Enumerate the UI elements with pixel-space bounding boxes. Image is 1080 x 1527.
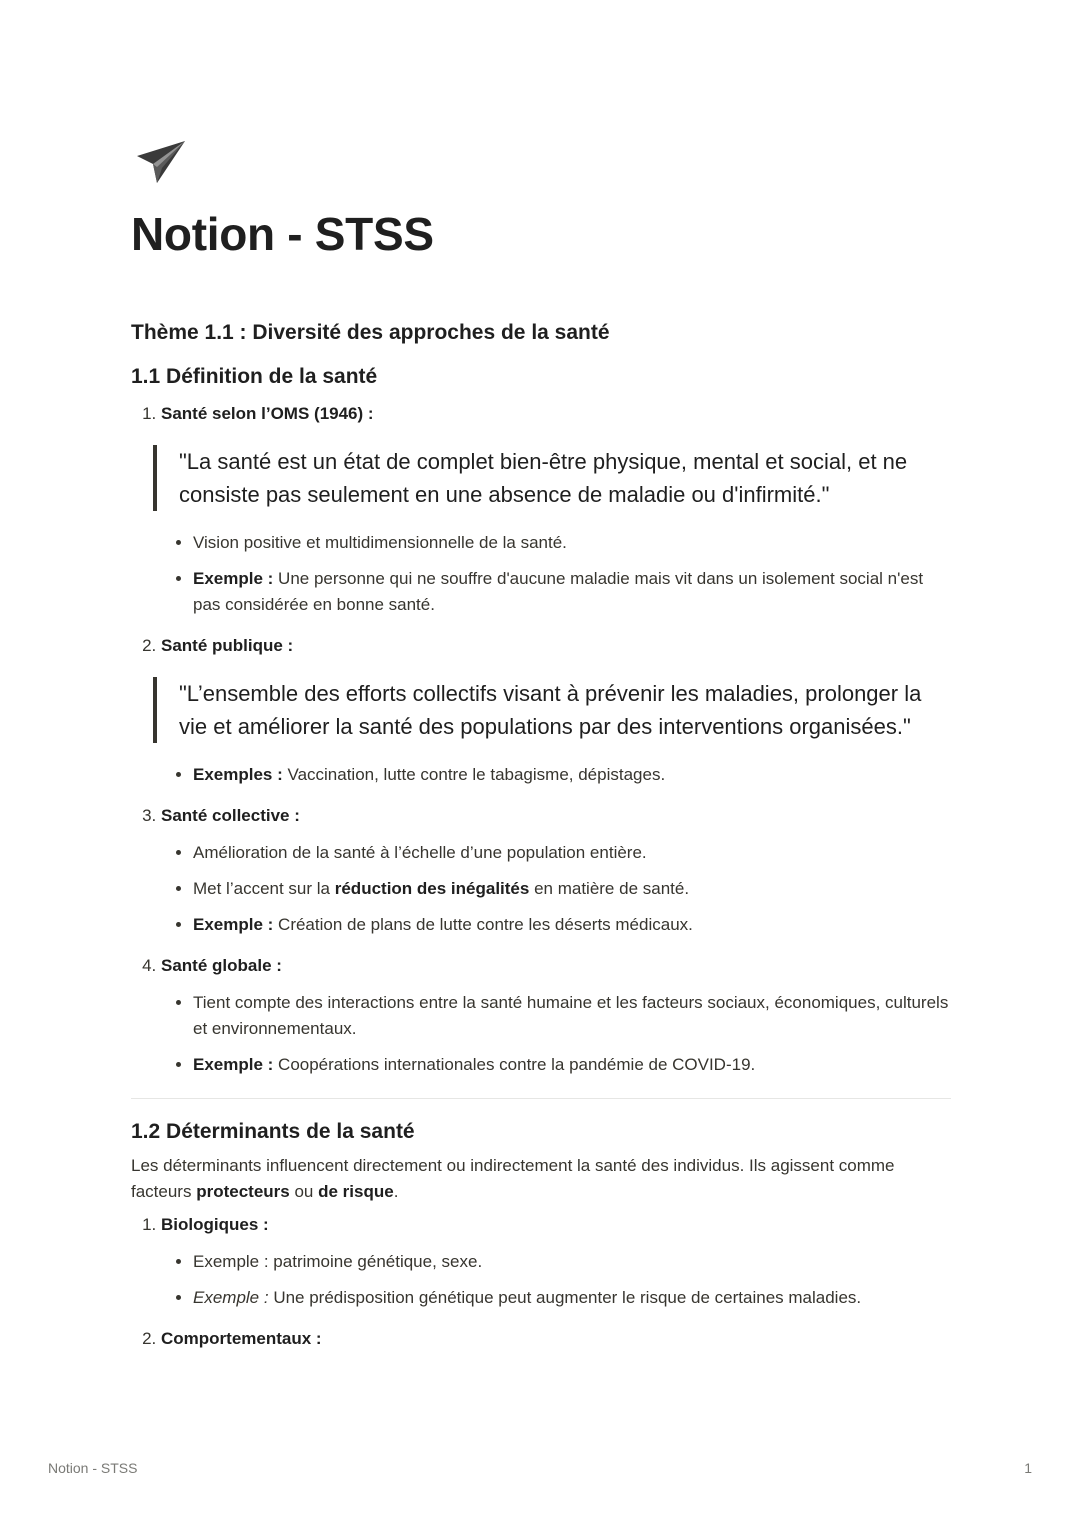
item-label: Santé publique : [161, 636, 294, 655]
bullet-list [161, 985, 951, 1083]
determinants-intro: Les déterminants influencent directement ou indirectement la santé des individus. Ils agissent comme facteurs protecteurs ou de risque. [131, 1156, 895, 1201]
list-item-sante-publique [161, 628, 951, 798]
section-heading-definition: 1.1 Définition de la santé [131, 365, 378, 388]
list-item: • Amélioration de la santé à l’échelle d’une population entière. [193, 835, 951, 871]
quote-sante-publique: "L’ensemble des efforts collectifs visant à prévenir les maladies, prolonger la vie et améliorer la santé des populations par des interventions organisées." [153, 677, 951, 743]
divider [131, 1098, 951, 1099]
page-number: 1 [1024, 1460, 1032, 1476]
section-heading-determinants: 1.2 Déterminants de la santé [131, 1120, 415, 1143]
item-label: Comportementaux : [161, 1329, 322, 1348]
bullet-list [161, 525, 951, 623]
list-item-sante-globale [161, 948, 951, 1088]
list-item: • Met l’accent sur la réduction des inégalités en matière de santé. [193, 871, 951, 907]
paper-plane-icon [131, 137, 187, 189]
list-item: • Exemple : Une personne qui ne souffre d'aucune maladie mais vit dans un isolement social n'est pas considérée en bonne santé. [193, 561, 951, 623]
page-content [131, 318, 951, 1357]
quote-oms: "La santé est un état de complet bien-être physique, mental et social, et ne consiste pas seulement en une absence de maladie ou d'infirmité." [153, 445, 951, 511]
determinants-list [131, 1207, 951, 1357]
list-item: • Tient compte des interactions entre la santé humaine et les facteurs sociaux, économiques, culturels et environnementaux. [193, 985, 951, 1047]
footer-title: Notion - STSS [48, 1460, 138, 1476]
bullet-list [161, 1244, 951, 1316]
list-item-comportementaux [161, 1321, 951, 1357]
list-item-biologiques [161, 1207, 951, 1321]
page-title: Notion - STSS [131, 208, 434, 260]
list-item: • Exemple : Création de plans de lutte contre les déserts médicaux. [193, 907, 951, 943]
list-item: • Exemple : Coopérations internationales contre la pandémie de COVID-19. [193, 1047, 951, 1083]
bullet-list [161, 757, 951, 793]
item-label: Santé collective : [161, 806, 300, 825]
list-item: • Exemple : Une prédisposition génétique peut augmenter le risque de certaines maladies. [193, 1280, 951, 1316]
list-item: • Vision positive et multidimensionnelle de la santé. [193, 525, 951, 561]
list-item-oms [161, 396, 951, 628]
definition-list [131, 396, 951, 1088]
list-item-sante-collective [161, 798, 951, 948]
bullet-list [161, 835, 951, 943]
list-item: • Exemples : Vaccination, lutte contre le tabagisme, dépistages. [193, 757, 951, 793]
list-item: • Exemple : patrimoine génétique, sexe. [193, 1244, 951, 1280]
item-label: Santé selon l’OMS (1946) : [161, 404, 374, 423]
item-label: Biologiques : [161, 1215, 269, 1234]
theme-heading: Thème 1.1 : Diversité des approches de la santé [131, 321, 610, 344]
item-label: Santé globale : [161, 956, 282, 975]
